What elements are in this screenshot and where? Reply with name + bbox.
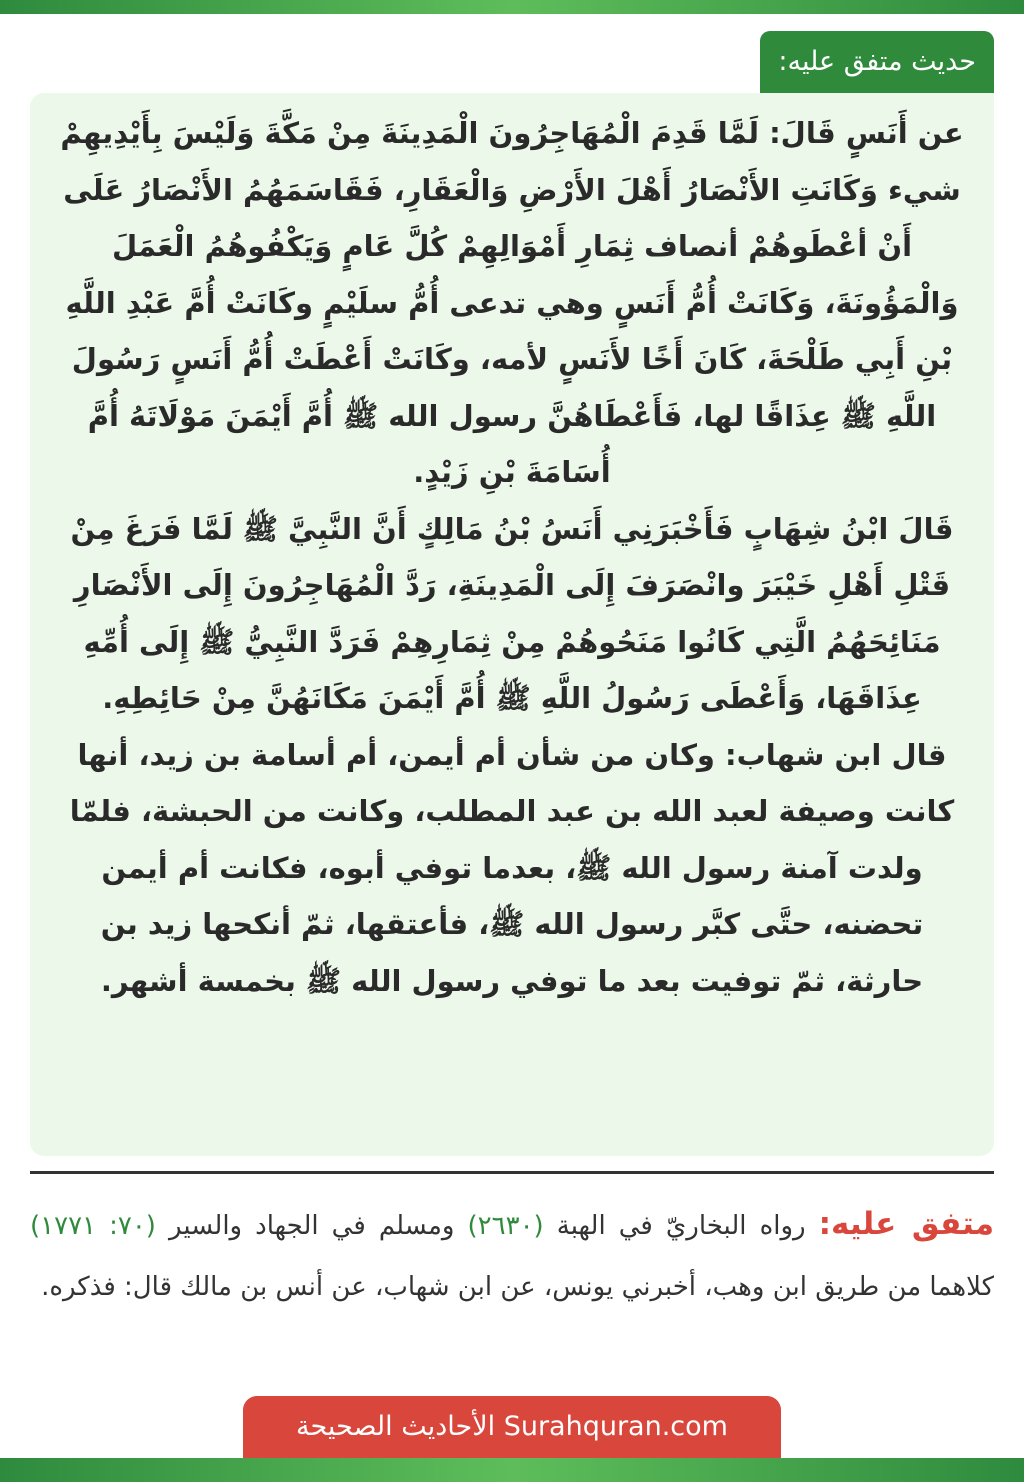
hadith-paragraph-3: قال ابن شهاب: وكان من شأن أم أيمن، أم أسامة بن زيد، أنها كانت وصيفة لعبد الله بن عبد المطلب، وكانت من الحبشة، فلمّا ولدت آمنة رسول الله ﷺ، بعدما توفي أبوه، فكانت أم أيمن تحضنه، حتَّى كبَّر رسول الله ﷺ، فأعتقها، ثمّ أنكحها زيد بن حارثة، ثمّ توفيت بعد ما توفي رسول الله ﷺ بخمسة أشهر. <box>69 737 955 998</box>
source-number-2: (٧٠: ١٧٧١) <box>30 1211 156 1241</box>
footer-site-badge: الأحاديث الصحيحة Surahquran.com <box>243 1396 781 1458</box>
source-text-3: كلاهما من طريق ابن وهب، أخبرني يونس، عن ابن شهاب، عن أنس بن مالك قال: فذكره. <box>41 1272 994 1302</box>
hadith-paragraph-2: قَالَ ابْنُ شِهَابٍ فَأَخْبَرَنِي أَنَسُ بْنُ مَالِكٍ أَنَّ النَّبِيَّ ﷺ لَمَّا فَرَغَ مِنْ قَتْلِ أَهْلِ خَيْبَرَ وانْصَرَفَ إِلَى الْمَدِينَةِ، رَدَّ الْمُهَاجِرُونَ إِلَى الأَنْصَارِ مَنَائِحَهُمُ الَّتِي كَانُوا مَنَحُوهُمْ مِنْ ثِمَارِهِمْ فَرَدَّ النَّبِيُّ ﷺ إِلَى أُمِّهِ عِذَاقَهَا، وَأَعْطَى رَسُولُ اللَّهِ ﷺ أُمَّ أَيْمَنَ مَكَانَهُنَّ مِنْ حَائِطِهِ. <box>70 511 954 715</box>
hadith-box <box>30 93 994 1156</box>
source-text-2: ومسلم في الجهاد والسير <box>155 1211 468 1241</box>
source-number-1: (٢٦٣٠) <box>467 1211 544 1241</box>
source-text-1: رواه البخاريّ في الهبة <box>543 1211 819 1241</box>
section-label: حديث متفق عليه: <box>760 31 994 93</box>
hadith-paragraph-1: عن أَنَسٍ قَالَ: لَمَّا قَدِمَ الْمُهَاجِرُونَ الْمَدِينَةَ مِنْ مَكَّةَ وَلَيْسَ بِأَيْدِيهِمْ شيء وَكَانَتِ الأَنْصَارُ أَهْلَ الأَرْضِ وَالْعَقَارِ، فَقَاسَمَهُمُ الأَنْصَارُ عَلَى أَنْ أعْطَوهُمْ أنصاف ثِمَارِ أَمْوَالِهِمْ كُلَّ عَامٍ وَيَكْفُوهُمُ الْعَمَلَ وَالْمَؤُونَةَ، وَكَانَتْ أُمُّ أَنَسٍ وهي تدعى أُمُّ سلَيْمٍ وكَانَتْ أُمَّ عَبْدِ اللَّهِ بْنِ أَبِي طَلْحَةَ، كَانَ أَخًا لأَنَسٍ لأمه، وكَانَتْ أَعْطَتْ أُمُّ أَنَسٍ رَسُولَ اللَّهِ ﷺ عِذَاقًا لها، فَأَعْطَاهُنَّ رسول الله ﷺ أُمَّ أَيْمَنَ مَوْلَاتَهُ أُمَّ أُسَامَةَ بْنِ زَيْدٍ. <box>60 116 964 489</box>
top-green-bar <box>0 0 1024 14</box>
bottom-green-bar <box>0 1458 1024 1482</box>
source-title: متفق عليه: <box>818 1206 995 1242</box>
divider <box>30 1171 994 1174</box>
source-reference <box>30 1194 994 1318</box>
